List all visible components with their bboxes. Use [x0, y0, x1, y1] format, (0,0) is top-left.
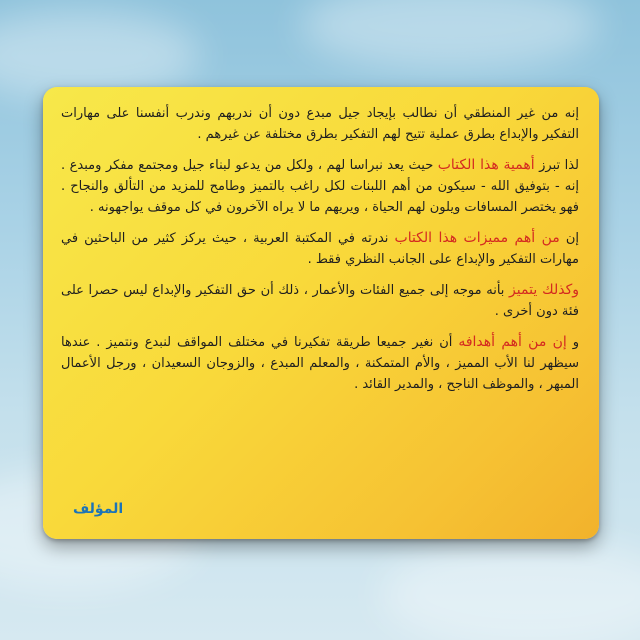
paragraph-1 — [61, 103, 579, 145]
highlighted-phrase: أهمية هذا الكتاب — [437, 157, 535, 173]
paragraph-5 — [61, 332, 579, 395]
paragraph-text: إنه من غير المنطقي أن نطالب بإيجاد جيل مبدع دون أن ندربهم وندرب أنفسنا على مهارات التفكير والإبداع بطرق عملية تتيح لهم التفكير بطرق مختلفة عن غيرهم . — [61, 106, 579, 142]
paragraph-text: أن نغير جميعا طريقة تفكيرنا في مختلف المواقف لنبدع ونتميز . عندها سيظهر لنا الأب المميز ، والأم المتمكنة ، والمعلم المبدع ، والزوجان السعيدان ، ورجل الأعمال المبهر ، والموظف الناجح ، والمدير القائد . — [61, 335, 579, 392]
highlighted-phrase: وكذلك يتميز — [509, 282, 579, 298]
paragraph-text: بأنه موجه إلى جميع الفئات والأعمار ، ذلك أن حق التفكير والإبداع ليس حصرا على فئة دون أخرى . — [61, 283, 579, 319]
sky-cloud — [300, 0, 600, 70]
paragraph-lead: لذا تبرز — [534, 158, 579, 173]
paragraph-3 — [61, 228, 579, 270]
paragraph-text: حيث يعد نبراسا لهم ، ولكل من يدعو لبناء جيل ومجتمع مفكر ومبدع . إنه - بتوفيق الله - سيكون من أهم اللبنات لكل راغب بالتميز وطامح للمزيد من التألق والنجاح . فهو يختصر المسافات ويلون لهم الحياة ، ويريهم ما لا يراه الآخرون في كل موقف يواجهونه . — [61, 158, 579, 215]
paragraph-2 — [61, 155, 579, 218]
paragraph-4 — [61, 280, 579, 322]
highlighted-phrase: إن من أهم أهدافه — [458, 334, 567, 350]
highlighted-phrase: من أهم مميزات هذا الكتاب — [394, 230, 560, 246]
paragraph-lead: و — [566, 335, 579, 350]
sky-cloud — [380, 540, 640, 640]
paragraph-text: ندرته في المكتبة العربية ، حيث يركز كثير من الباحثين في مهارات التفكير والإبداع على الجانب النظري فقط . — [61, 231, 579, 267]
author-signature: المؤلف — [73, 501, 124, 517]
paragraph-lead: إن — [559, 231, 579, 246]
text-panel — [43, 87, 599, 539]
